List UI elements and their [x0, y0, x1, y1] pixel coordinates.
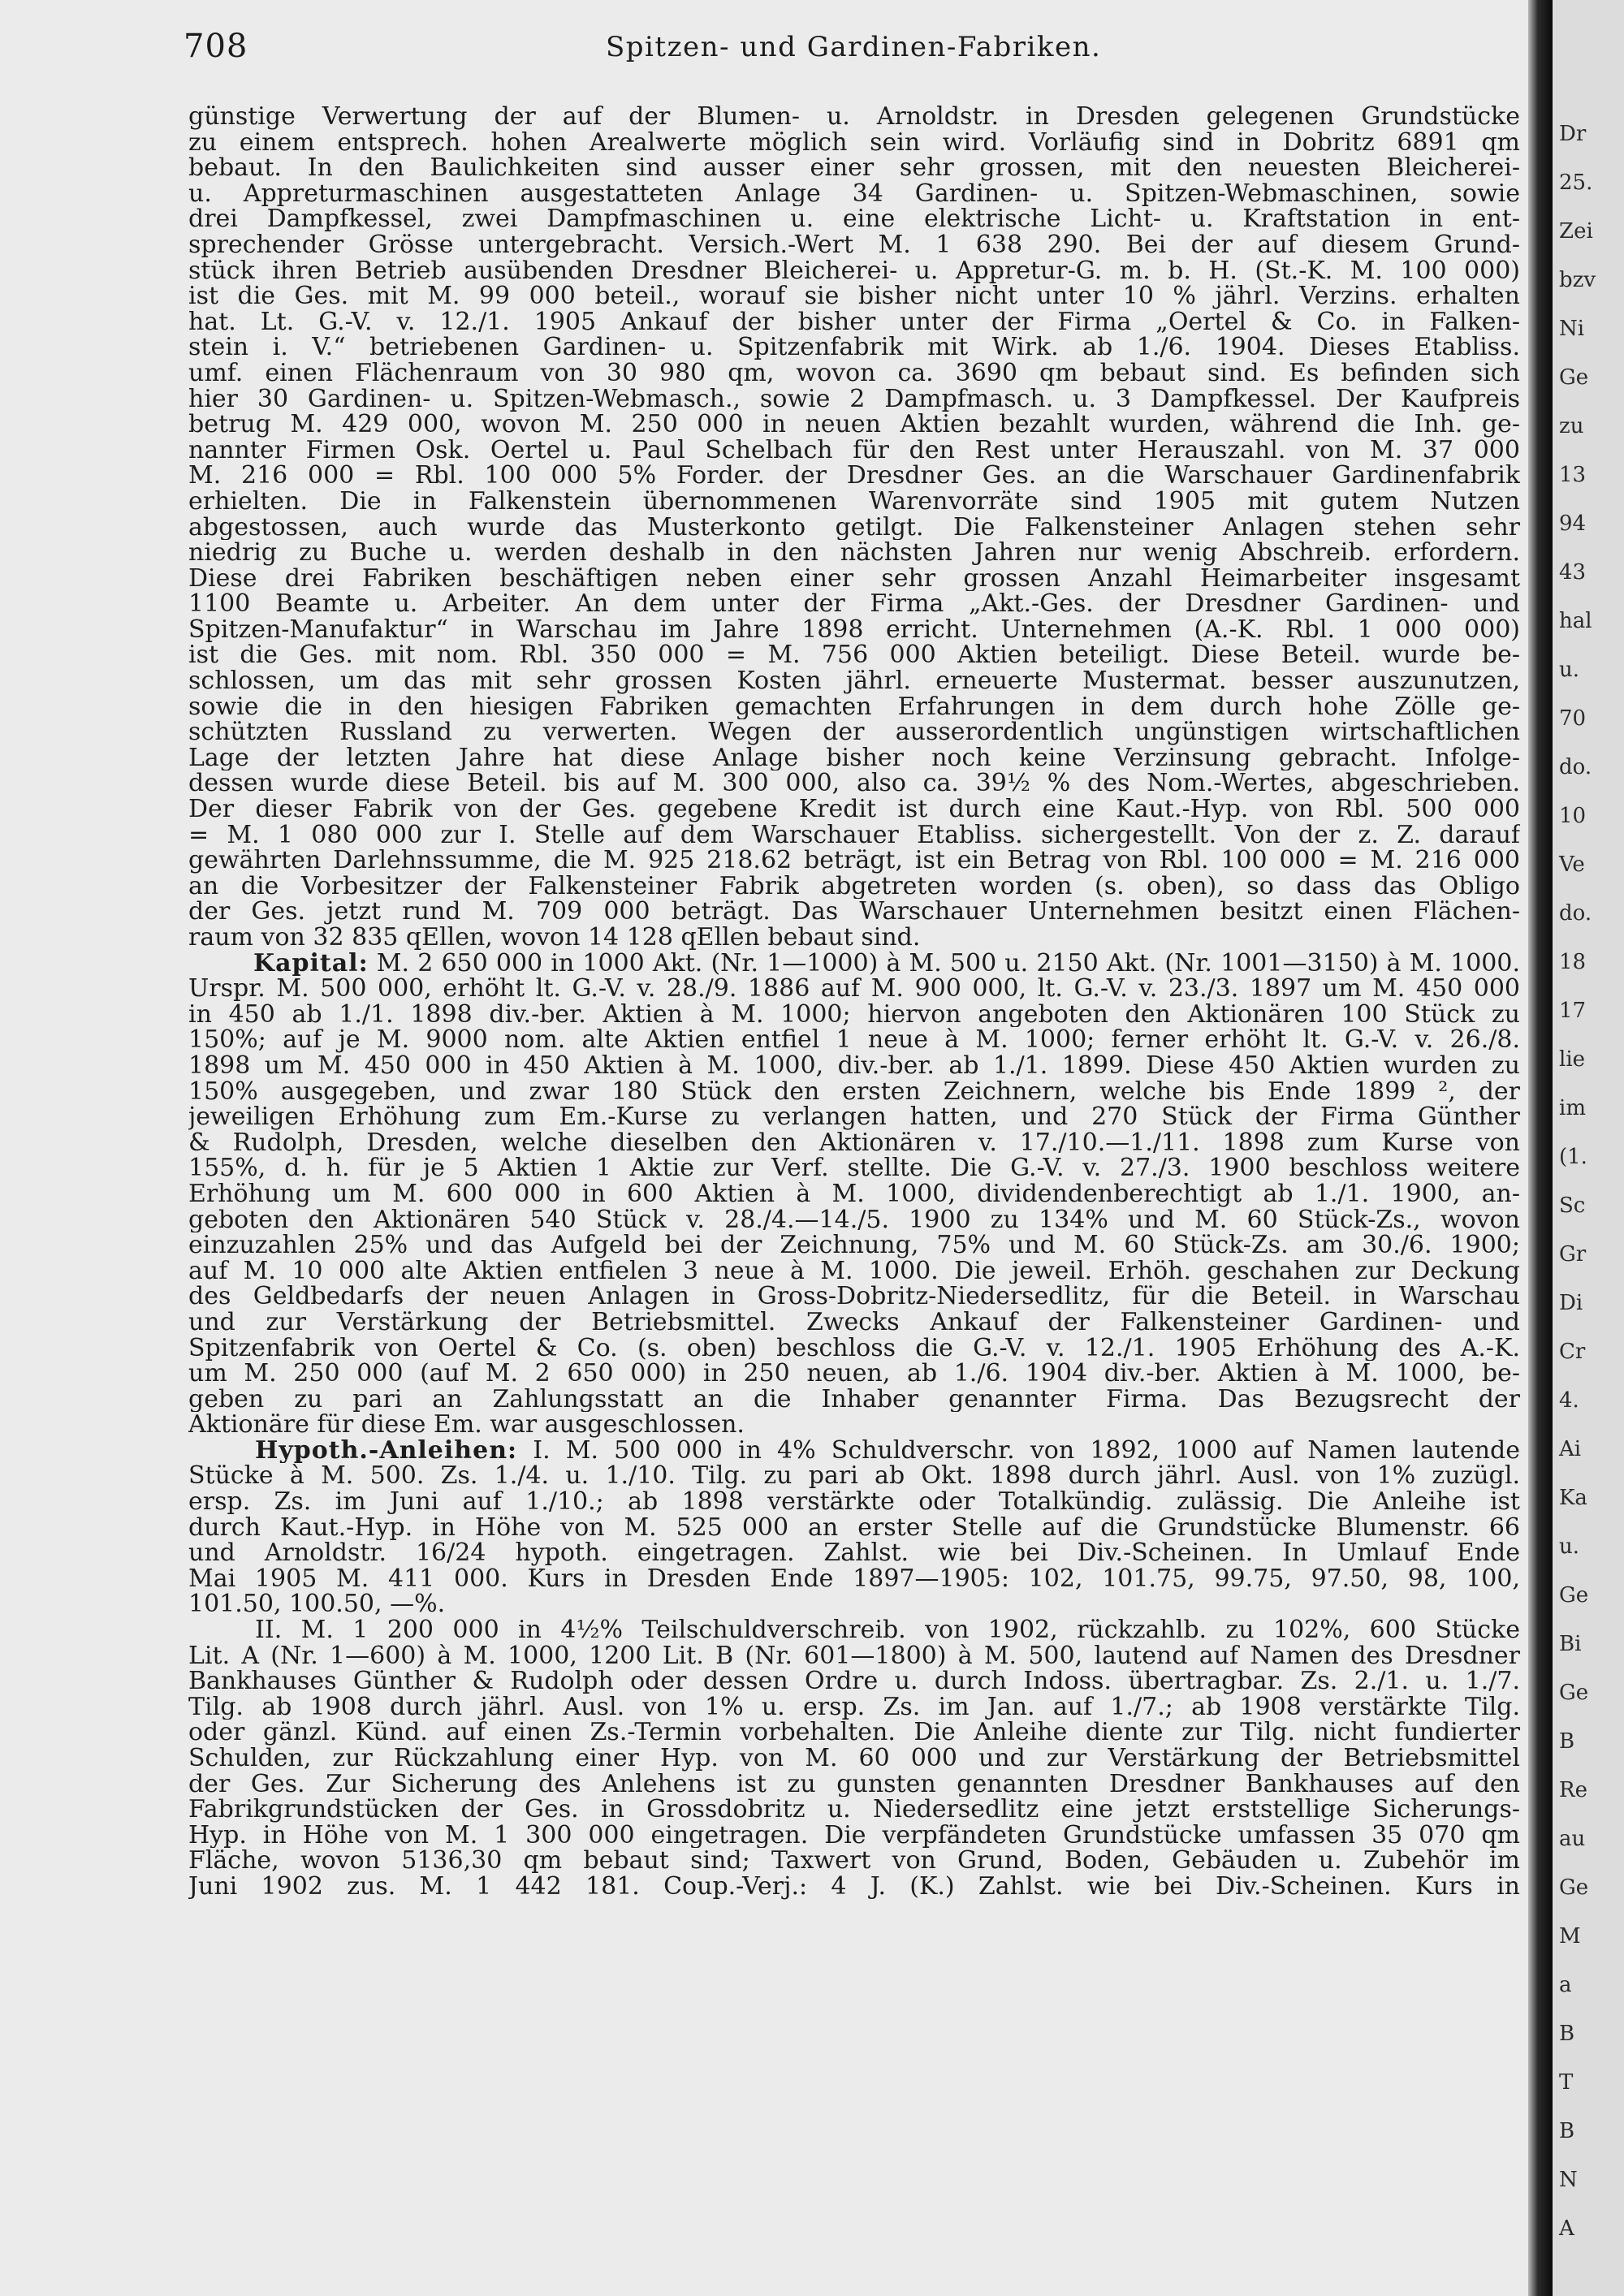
- text-line: niedrig zu Buche u. werden deshalb in den nächsten Jahren nur wenig Abschreib. erfordern.: [188, 540, 1520, 566]
- next-page-fragment: 17: [1559, 999, 1587, 1023]
- text-line: Spitzenfabrik von Oertel & Co. (s. oben) beschloss die G.-V. v. 12./1. 1905 Erhöhung des A.-K.: [188, 1335, 1520, 1362]
- section-text: M. 2 650 000 in 1000 Akt. (Nr. 1—1000) à M. 500 u. 2150 Akt. (Nr. 1001—3150) à M. 1000.: [368, 950, 1520, 977]
- text-line: günstige Verwertung der auf der Blumen- u. Arnoldstr. in Dresden gelegenen Grundstücke: [188, 104, 1520, 130]
- text-line: einzuzahlen 25% und das Aufgeld bei der Zeichnung, 75% und M. 60 Stück-Zs. am 30./6. 1900;: [188, 1232, 1520, 1258]
- text-line: u. Appreturmaschinen ausgestatteten Anlage 34 Gardinen- u. Spitzen-Webmaschinen, sowie: [188, 180, 1520, 207]
- page-number: 708: [184, 28, 248, 65]
- next-page-fragment: B: [1559, 1729, 1575, 1754]
- text-line: 150%; auf je M. 9000 nom. alte Aktien entfiel 1 neue à M. 1000; ferner erhöht lt. G.-V. v. 26./8.: [188, 1027, 1520, 1053]
- text-line: schlossen, um das mit sehr grossen Kosten jährl. erneuerte Mustermat. besser auszunutzen,: [188, 668, 1520, 694]
- next-page-fragment: B: [1559, 2022, 1575, 2046]
- text-line: dessen wurde diese Beteil. bis auf M. 300 000, also ca. 39½ % des Nom.-Wertes, abgeschrieben.: [188, 770, 1520, 797]
- text-line: durch Kaut.-Hyp. in Höhe von M. 525 000 an erster Stelle auf die Grundstücke Blumenstr. 66: [188, 1514, 1520, 1541]
- next-page-fragment: 94: [1559, 511, 1587, 536]
- text-line: oder gänzl. Künd. auf einen Zs.-Termin vorbehalten. Die Anleihe diente zur Tilg. nicht fundierter: [188, 1720, 1520, 1746]
- next-page-fragment: do.: [1559, 755, 1592, 779]
- next-page-fragment: lie: [1559, 1047, 1586, 1072]
- next-page-fragment: zu: [1559, 414, 1584, 438]
- text-line: Mai 1905 M. 411 000. Kurs in Dresden Ende 1897—1905: 102, 101.75, 99.75, 97.50, 98, 100,: [188, 1565, 1520, 1592]
- running-title: Spitzen- und Gardinen-Fabriken.: [606, 31, 1102, 63]
- text-line: Spitzen-Manufaktur“ in Warschau im Jahre 1898 erricht. Unternehmen (A.-K. Rbl. 1 000 000): [188, 616, 1520, 643]
- text-line: Diese drei Fabriken beschäftigen neben einer sehr grossen Anzahl Heimarbeiter insgesamt: [188, 565, 1520, 592]
- text-line: stück ihren Betrieb ausübenden Dresdner Bleicherei- u. Appretur-G. m. b. H. (St.-K. M. 100 000): [188, 257, 1520, 284]
- next-page-fragment: im: [1559, 1096, 1586, 1120]
- text-line: Bankhauses Günther & Rudolph oder dessen Ordre u. durch Indoss. übertragbar. Zs. 2./1. u. 1./7.: [188, 1668, 1520, 1694]
- next-page-fragment: (1.: [1559, 1145, 1587, 1169]
- next-page-fragment: 43: [1559, 560, 1587, 585]
- text-line: Juni 1902 zus. M. 1 442 181. Coup.-Verj.: 4 J. (K.) Zahlst. wie bei Div.-Scheinen. Kurs in: [188, 1873, 1520, 1900]
- text-line: der Ges. Zur Sicherung des Anlehens ist zu gunsten genannten Dresdner Bankhauses auf den: [188, 1771, 1520, 1798]
- text-line: Erhöhung um M. 600 000 in 600 Aktien à M. 1000, dividendenberechtigt ab 1./1. 1900, an-: [188, 1180, 1520, 1207]
- next-page-fragment: Zei: [1559, 219, 1593, 244]
- next-page-fragment: Bi: [1559, 1632, 1582, 1656]
- section-label: Hypoth.-Anleihen:: [255, 1437, 518, 1464]
- text-line: 1100 Beamte u. Arbeiter. An dem unter der Firma „Akt.-Ges. der Dresdner Gardinen- und: [188, 591, 1520, 617]
- next-page-fragment: 18: [1559, 950, 1587, 974]
- section-first-line: [188, 951, 1520, 977]
- next-page-fragment: 25.: [1559, 170, 1593, 195]
- next-page-fragment: 10: [1559, 804, 1587, 828]
- next-page-edge: [1553, 0, 1624, 2296]
- next-page-fragment: Dr: [1559, 122, 1587, 146]
- text-line: Tilg. ab 1908 durch jährl. Ausl. von 1% u. ersp. Zs. im Jan. auf 1./7.; ab 1908 verstärkte Tilg.: [188, 1694, 1520, 1720]
- text-line: sowie die in den hiesigen Fabriken gemachten Erfahrungen in dem durch hohe Zölle ge-: [188, 693, 1520, 720]
- next-page-fragment: 4.: [1559, 1388, 1579, 1413]
- text-column: [188, 104, 1520, 1900]
- text-line: schützten Russland zu verwerten. Wegen der ausserordentlich ungünstigen wirtschaftlichen: [188, 719, 1520, 745]
- next-page-fragment: Ge: [1559, 1875, 1589, 1900]
- text-line: Fläche, wovon 5136,30 qm bebaut sind; Taxwert von Grund, Boden, Gebäuden u. Zubehör im: [188, 1848, 1520, 1874]
- next-page-fragment: Gr: [1559, 1242, 1587, 1267]
- text-line: 150% ausgegeben, und zwar 180 Stück den ersten Zeichnern, welche bis Ende 1899 ², der: [188, 1078, 1520, 1105]
- text-line: auf M. 10 000 alte Aktien entfielen 3 neue à M. 1000. Die jeweil. Erhöh. geschahen zur Deckung: [188, 1258, 1520, 1284]
- next-page-fragment: hal: [1559, 609, 1592, 633]
- text-line: Urspr. M. 500 000, erhöht lt. G.-V. v. 28./9. 1886 auf M. 900 000, lt. G.-V. v. 23./3. 1897 um M. 450 000: [188, 976, 1520, 1002]
- next-page-fragment: N: [1559, 2168, 1578, 2192]
- next-page-fragment: B: [1559, 2119, 1575, 2143]
- next-page-fragment: do.: [1559, 901, 1592, 926]
- text-line: Fabrikgrundstücken der Ges. in Grossdobritz u. Niedersedlitz eine jetzt erststellige Sicherungs-: [188, 1797, 1520, 1823]
- text-line: II. M. 1 200 000 in 4½% Teilschuldverschreib. von 1902, rückzahlb. zu 102%, 600 Stücke: [255, 1617, 1520, 1643]
- text-line: erhielten. Die in Falkenstein übernommenen Warenvorräte sind 1905 mit gutem Nutzen: [188, 488, 1520, 515]
- text-line: ersp. Zs. im Juni auf 1./10.; ab 1898 verstärkte oder Totalkündig. zulässig. Die Anleihe ist: [188, 1489, 1520, 1515]
- text-line: der Ges. jetzt rund M. 709 000 beträgt. Das Warschauer Unternehmen besitzt einen Flächen-: [188, 899, 1520, 925]
- text-line: hier 30 Gardinen- u. Spitzen-Webmasch., sowie 2 Dampfmasch. u. 3 Dampfkessel. Der Kaufpreis: [188, 386, 1520, 412]
- next-page-fragment: u.: [1559, 1534, 1580, 1559]
- next-page-fragment: Ve: [1559, 852, 1585, 877]
- text-line: zu einem entsprech. hohen Arealwerte möglich sein wird. Vorläufig sind in Dobritz 6891 qm: [188, 129, 1520, 156]
- text-line: Der dieser Fabrik von der Ges. gegebene Kredit ist durch eine Kaut.-Hyp. von Rbl. 500 000: [188, 796, 1520, 822]
- text-line: & Rudolph, Dresden, welche dieselben den Aktionären v. 17./10.—1./11. 1898 zum Kurse von: [188, 1129, 1520, 1156]
- next-page-fragment: Ge: [1559, 1681, 1589, 1705]
- next-page-fragment: Ge: [1559, 365, 1589, 390]
- next-page-fragment: Di: [1559, 1291, 1583, 1315]
- next-page-fragment: Ka: [1559, 1486, 1587, 1510]
- text-line: M. 216 000 = Rbl. 100 000 5% Forder. der Dresdner Ges. an die Warschauer Gardinenfabrik: [188, 463, 1520, 489]
- text-line: stein i. V.“ betriebenen Gardinen- u. Spitzenfabrik mit Wirk. ab 1./6. 1904. Dieses Etabliss.: [188, 334, 1520, 360]
- next-page-fragment: u.: [1559, 658, 1580, 682]
- text-line: und Arnoldstr. 16/24 hypoth. eingetragen. Zahlst. wie bei Div.-Scheinen. In Umlauf Ende: [188, 1540, 1520, 1566]
- text-line: 101.50, 100.50, —%.: [188, 1591, 446, 1618]
- text-line: Lage der letzten Jahre hat diese Anlage bisher noch keine Verzinsung gebracht. Infolge-: [188, 744, 1520, 771]
- text-line: Stücke à M. 500. Zs. 1./4. u. 1./10. Tilg. zu pari ab Okt. 1898 durch jährl. Ausl. von 1% zuzügl.: [188, 1463, 1520, 1490]
- text-line: betrug M. 429 000, wovon M. 250 000 in neuen Aktien bezahlt wurden, während die Inh. ge-: [188, 412, 1520, 438]
- text-line: umf. einen Flächenraum von 30 980 qm, wovon ca. 3690 qm bebaut sind. Es befinden sich: [188, 360, 1520, 386]
- text-line: geboten den Aktionären 540 Stück v. 28./4.—14./5. 1900 zu 134% und M. 60 Stück-Zs., wovon: [188, 1206, 1520, 1233]
- text-line: in 450 ab 1./1. 1898 div.-ber. Aktien à M. 1000; hiervon angeboten den Aktionären 100 Stück zu: [188, 1001, 1520, 1028]
- next-page-fragment: Re: [1559, 1778, 1587, 1802]
- text-line: an die Vorbesitzer der Falkensteiner Fabrik abgetreten worden (s. oben), so dass das Obligo: [188, 873, 1520, 900]
- text-line: Schulden, zur Rückzahlung einer Hyp. von M. 60 000 und zur Verstärkung der Betriebsmittel: [188, 1746, 1520, 1772]
- next-page-fragment: bzv: [1559, 268, 1596, 292]
- next-page-fragment: a: [1559, 1973, 1572, 1997]
- next-page-fragment: Sc: [1559, 1193, 1586, 1218]
- next-page-fragment: 13: [1559, 463, 1587, 487]
- next-page-fragment: T: [1559, 2070, 1574, 2095]
- text-line: nannter Firmen Osk. Oertel u. Paul Schelbach für den Rest unter Herauszahl. von M. 37 000: [188, 437, 1520, 464]
- text-line: um M. 250 000 (auf M. 2 650 000) in 250 neuen, ab 1./6. 1904 div.-ber. Aktien à M. 1000, be-: [188, 1361, 1520, 1387]
- next-page-fragment: au: [1559, 1827, 1586, 1851]
- text-line: 155%, d. h. für je 5 Aktien 1 Aktie zur Verf. stellte. Die G.-V. v. 27./3. 1900 beschloss weitere: [188, 1155, 1520, 1181]
- section-first-line: [188, 1438, 1520, 1464]
- next-page-fragment: Ge: [1559, 1583, 1589, 1608]
- text-line: = M. 1 080 000 zur I. Stelle auf dem Warschauer Etabliss. sichergestellt. Von der z. Z. darauf: [188, 822, 1520, 848]
- text-line: hat. Lt. G.-V. v. 12./1. 1905 Ankauf der bisher unter der Firma „Oertel & Co. in Falken-: [188, 309, 1520, 335]
- next-page-fragment: Cr: [1559, 1340, 1586, 1364]
- next-page-fragment: M: [1559, 1924, 1581, 1949]
- text-line: ist die Ges. mit nom. Rbl. 350 000 = M. 756 000 Aktien beteiligt. Diese Beteil. wurde be-: [188, 642, 1520, 669]
- text-line: ist die Ges. mit M. 99 000 beteil., worauf sie bisher nicht unter 10 % jährl. Verzins. erhalten: [188, 283, 1520, 309]
- book-gutter: [1528, 0, 1553, 2296]
- next-page-fragment: Ai: [1559, 1437, 1582, 1461]
- text-line: Lit. A (Nr. 1—600) à M. 1000, 1200 Lit. B (Nr. 601—1800) à M. 500, lautend auf Namen des Dresdner: [188, 1642, 1520, 1669]
- next-page-fragment: Ni: [1559, 317, 1585, 341]
- next-page-fragment: 70: [1559, 706, 1587, 731]
- section-text: I. M. 500 000 in 4% Schuldverschr. von 1892, 1000 auf Namen lautende: [517, 1437, 1520, 1464]
- text-line: des Geldbedarfs der neuen Anlagen in Gross-Dobritz-Niedersedlitz, für die Beteil. in Warschau: [188, 1284, 1520, 1310]
- text-line: raum von 32 835 qEllen, wovon 14 128 qEllen bebaut sind.: [188, 925, 921, 951]
- text-line: Hyp. in Höhe von M. 1 300 000 eingetragen. Die verpfändeten Grundstücke umfassen 35 070 qm: [188, 1822, 1520, 1849]
- page-header: [184, 28, 1523, 76]
- text-line: abgestossen, auch wurde das Musterkonto getilgt. Die Falkensteiner Anlagen stehen sehr: [188, 514, 1520, 541]
- text-line: bebaut. In den Baulichkeiten sind ausser einer sehr grossen, mit den neuesten Bleicherei-: [188, 155, 1520, 181]
- section-label: Kapital:: [253, 950, 369, 977]
- text-line: drei Dampfkessel, zwei Dampfmaschinen u. eine elektrische Licht- u. Kraftstation in ent-: [188, 206, 1520, 232]
- next-page-fragment: A: [1559, 2216, 1574, 2241]
- text-line: sprechender Grösse untergebracht. Versich.-Wert M. 1 638 290. Bei der auf diesem Grund-: [188, 231, 1520, 258]
- text-line: und zur Verstärkung der Betriebsmittel. Zwecks Ankauf der Falkensteiner Gardinen- und: [188, 1309, 1520, 1336]
- text-line: 1898 um M. 450 000 in 450 Aktien à M. 1000, div.-ber. ab 1./1. 1899. Diese 450 Aktien wurden zu: [188, 1052, 1520, 1079]
- text-line: jeweiligen Erhöhung zum Em.-Kurse zu verlangen hatten, und 270 Stück der Firma Günther: [188, 1104, 1520, 1130]
- text-line: Aktionäre für diese Em. war ausgeschlossen.: [188, 1412, 745, 1438]
- text-line: geben zu pari an Zahlungsstatt an die Inhaber genannter Firma. Das Bezugsrecht der: [188, 1386, 1520, 1413]
- text-line: gewährten Darlehnssumme, die M. 925 218.62 beträgt, ist ein Betrag von Rbl. 100 000 = M. 216 000: [188, 848, 1520, 874]
